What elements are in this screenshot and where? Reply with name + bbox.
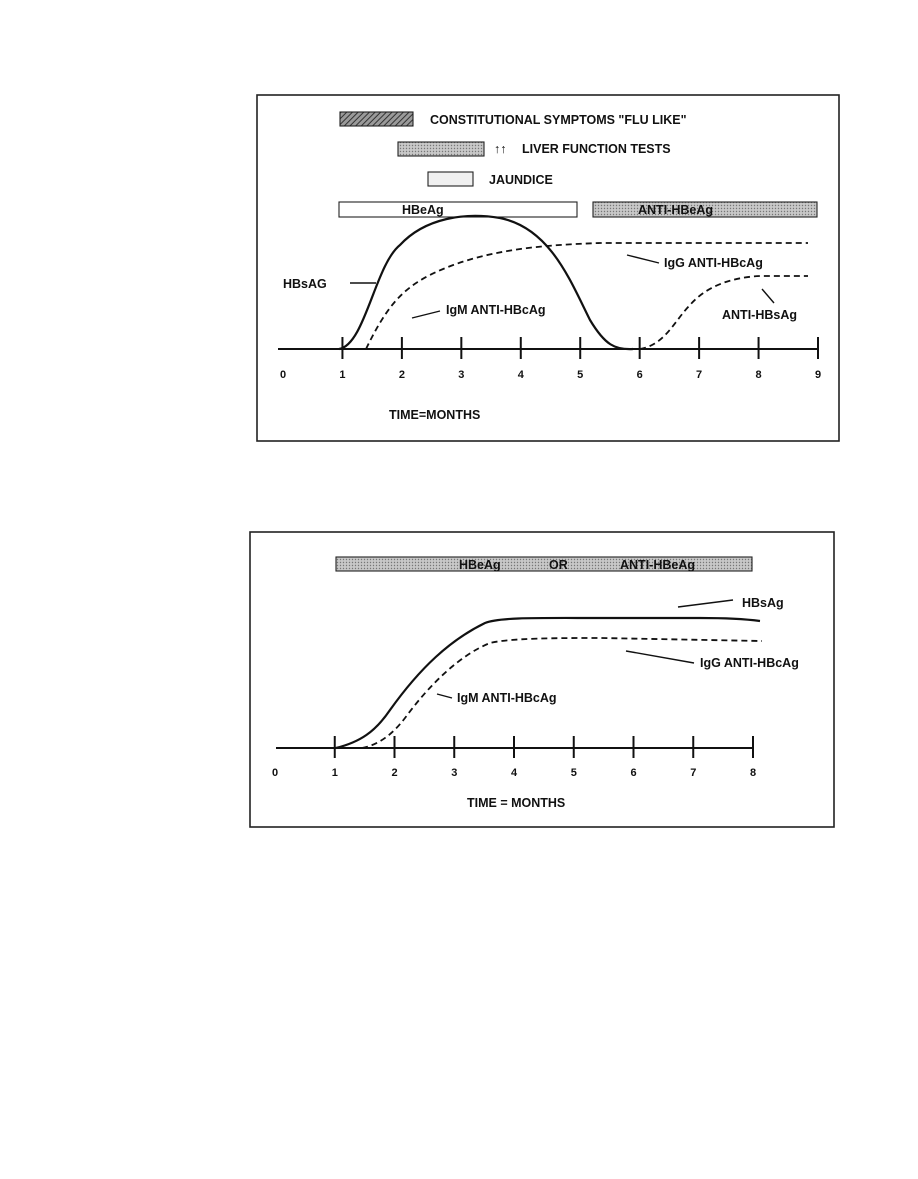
igg-leader-line [627,255,659,263]
liver-tests-legend-label: LIVER FUNCTION TESTS [522,142,671,156]
hbsag-annotation: HBsAG [283,277,327,291]
hbsag-curve-2 [336,618,760,748]
hbeag-bar-label-or: OR [549,558,568,572]
hbeag-bar [339,202,577,217]
hbeag-bar-label-right: ANTI-HBeAg [620,558,695,572]
x-tick-label: 5 [577,369,584,381]
chart-2-frame [250,532,834,827]
x-tick-label: 5 [570,767,577,779]
x-tick-label: 1 [331,767,338,779]
x-tick-label: 4 [517,369,524,381]
x-tick-label: 2 [391,767,398,779]
chart-2 [250,532,834,827]
igm-anti-hbcag-annotation: IgM ANTI-HBcAg [446,303,546,317]
x-tick-label: 1 [339,369,346,381]
x-tick-label: 0 [279,369,287,381]
anti-hbsag-leader-line [762,289,774,303]
chart-1 [257,95,839,441]
x-tick-label: 8 [749,767,757,779]
chart-2-x-ticks [272,736,756,779]
igg-leader-line-2 [626,651,694,663]
x-tick-label: 9 [814,369,822,381]
anti-hbeag-bar-label: ANTI-HBeAg [638,203,713,217]
anti-hbsag-annotation: ANTI-HBsAg [722,308,797,322]
x-tick-label: 7 [696,369,703,381]
igm-anti-hbcag-curve-2 [362,638,762,748]
x-tick-label: 0 [271,767,279,779]
x-tick-label: 3 [458,369,465,381]
x-tick-label: 8 [755,369,762,381]
liver-tests-legend-swatch [398,142,484,156]
igg-anti-hbcag-annotation-2: IgG ANTI-HBcAg [700,656,799,670]
hbsag-leader-line-2 [678,600,733,607]
flu-like-legend-label: CONSTITUTIONAL SYMPTOMS "FLU LIKE" [430,113,687,127]
hbsag-curve [339,216,633,349]
igg-anti-hbcag-annotation: IgG ANTI-HBcAg [664,256,763,270]
igm-leader-line-2 [437,694,452,698]
chart-1-x-axis-label: TIME=MONTHS [389,408,481,422]
x-tick-label: 6 [630,767,637,779]
igm-anti-hbcag-annotation-2: IgM ANTI-HBcAg [457,691,557,705]
liver-tests-arrows-icon: ↑↑ [494,142,507,156]
x-tick-label: 4 [510,767,518,779]
chart-2-x-axis-label: TIME = MONTHS [467,796,566,810]
igm-leader-line [412,311,440,318]
hbsag-annotation-2: HBsAg [742,596,784,610]
jaundice-legend-label: JAUNDICE [489,173,553,187]
x-tick-label: 3 [451,767,458,779]
hbeag-bar-label: HBeAg [402,203,444,217]
x-tick-label: 7 [690,767,697,779]
jaundice-legend-swatch [428,172,473,186]
x-tick-label: 2 [398,369,405,381]
hbeag-bar-label-left: HBeAg [459,558,501,572]
chart-1-x-ticks [280,337,821,381]
x-tick-label: 6 [636,369,643,381]
flu-like-legend-swatch [340,112,413,126]
